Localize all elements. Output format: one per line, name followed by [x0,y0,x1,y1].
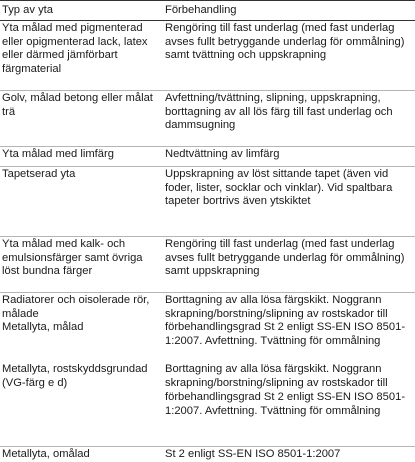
cell-treatment: Borttagning av alla lösa färgskikt. Noggrann skrapning/borstning/slipning av rostskador till förbehandlingsgrad St 2 enligt SS-EN ISO 8501-1:2007. Avfettning. Tvättning för ommålning [163,362,415,446]
cell-treatment: Avfettning/tvättning, slipning, uppskrapning, borttagning av all lös färg till fast underlag och dammsugning [163,90,415,146]
cell-surface: Radiatorer och oisolerade rör, målade Metallyta, målad [2,293,150,334]
cell-surface: Tapetserad yta [0,166,163,236]
table-header-row [0,1,415,21]
cell-treatment: Rengöring till fast underlag (med fast underlag avses fullt betryggande underlag för ommålning) samt uppskrapning [163,236,415,292]
cell-surface: Yta målad med pigmenterad eller opigmenterad lack, latex eller därmed jämförbart färgmaterial [0,20,163,90]
cell-surface: Golv, målad betong eller målat trä [0,90,163,146]
table-row [0,292,415,362]
table-row [0,20,415,90]
header-pretreatment: Förbehandling [163,1,415,21]
cell-surface: Yta målad med limfärg [0,146,163,166]
cell-surface: Yta målad med kalk- och emulsionsfärger samt övriga löst bundna färger [0,236,163,292]
table-row [0,362,415,446]
table-row [0,146,415,166]
table-row [0,446,415,461]
cell-treatment: Uppskrapning av löst sittande tapet (även vid foder, lister, socklar och vinklar). Vid spaltbara tapeter bortrivs även ytskiktet [163,166,415,236]
cell-surface: Metallyta, rostskyddsgrundad (VG-färg e d) [0,362,163,446]
cell-treatment: Nedtvättning av limfärg [163,146,415,166]
cell-treatment: St 2 enligt SS-EN ISO 8501-1:2007 [165,447,341,460]
cell-treatment: Borttagning av alla lösa färgskikt. Noggrann skrapning/borstning/slipning av rostskador till förbehandlingsgrad St 2 enligt SS-EN ISO 8501-1:2007. Avfettning. Tvättning för ommålning [165,293,406,348]
cell-treatment: Rengöring till fast underlag (med fast underlag avses fullt betryggande underlag för ommålning) samt tvättning och uppskrapning [163,20,415,90]
table-row [0,236,415,292]
table-row [0,90,415,146]
cell-surface: Metallyta, omålad [2,447,90,460]
table-row [0,166,415,236]
header-surface-type: Typ av yta [0,1,163,21]
